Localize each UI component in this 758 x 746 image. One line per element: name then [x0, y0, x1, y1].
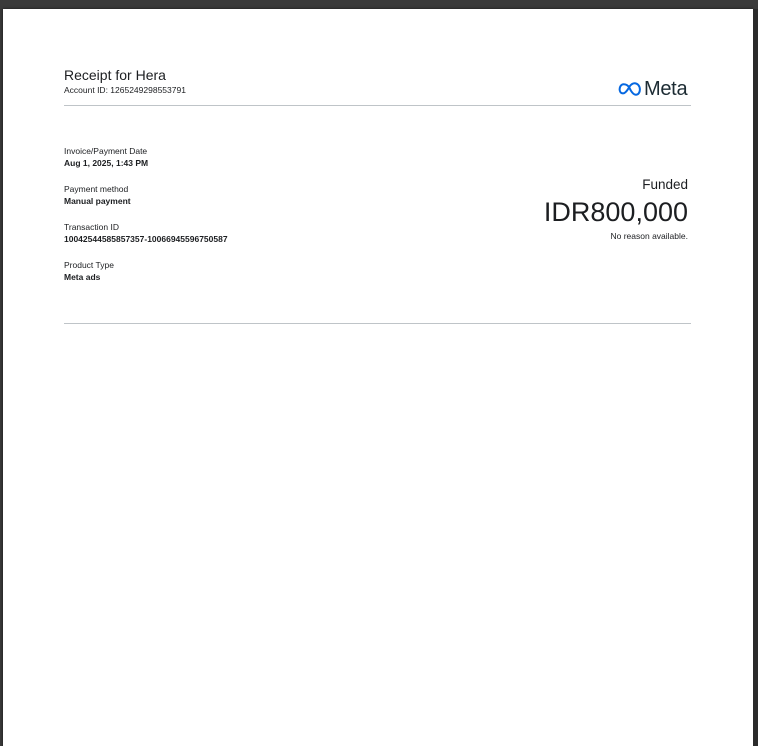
receipt-header — [64, 67, 186, 96]
detail-value: Meta ads — [64, 272, 101, 282]
viewer-right-edge — [753, 9, 758, 746]
receipt-title: Receipt for Hera — [64, 67, 166, 83]
payment-summary — [544, 176, 688, 242]
payment-amount: IDR800,000 — [543, 197, 688, 227]
detail-value: Aug 1, 2025, 1:43 PM — [64, 158, 149, 168]
detail-payment-date — [64, 146, 384, 169]
meta-infinity-icon — [618, 82, 642, 96]
detail-label: Invoice/Payment Date — [64, 146, 148, 156]
detail-label: Payment method — [64, 184, 129, 194]
detail-payment-method — [64, 184, 384, 207]
receipt-details — [64, 146, 384, 298]
detail-product-type — [64, 260, 384, 283]
detail-transaction-id — [64, 222, 384, 245]
detail-value: Manual payment — [64, 196, 131, 206]
receipt-page — [3, 9, 753, 746]
payment-reason: No reason available. — [610, 231, 688, 241]
meta-logo-text: Meta — [644, 78, 688, 100]
header-divider — [64, 105, 691, 106]
footer-divider — [64, 323, 691, 324]
account-id: Account ID: 1265249298553791 — [64, 85, 186, 95]
detail-value: 10042544585857357-10066945596750587 — [64, 234, 228, 244]
detail-label: Transaction ID — [64, 222, 119, 232]
meta-logo — [618, 79, 687, 99]
payment-status: Funded — [642, 177, 688, 192]
detail-label: Product Type — [64, 260, 114, 270]
